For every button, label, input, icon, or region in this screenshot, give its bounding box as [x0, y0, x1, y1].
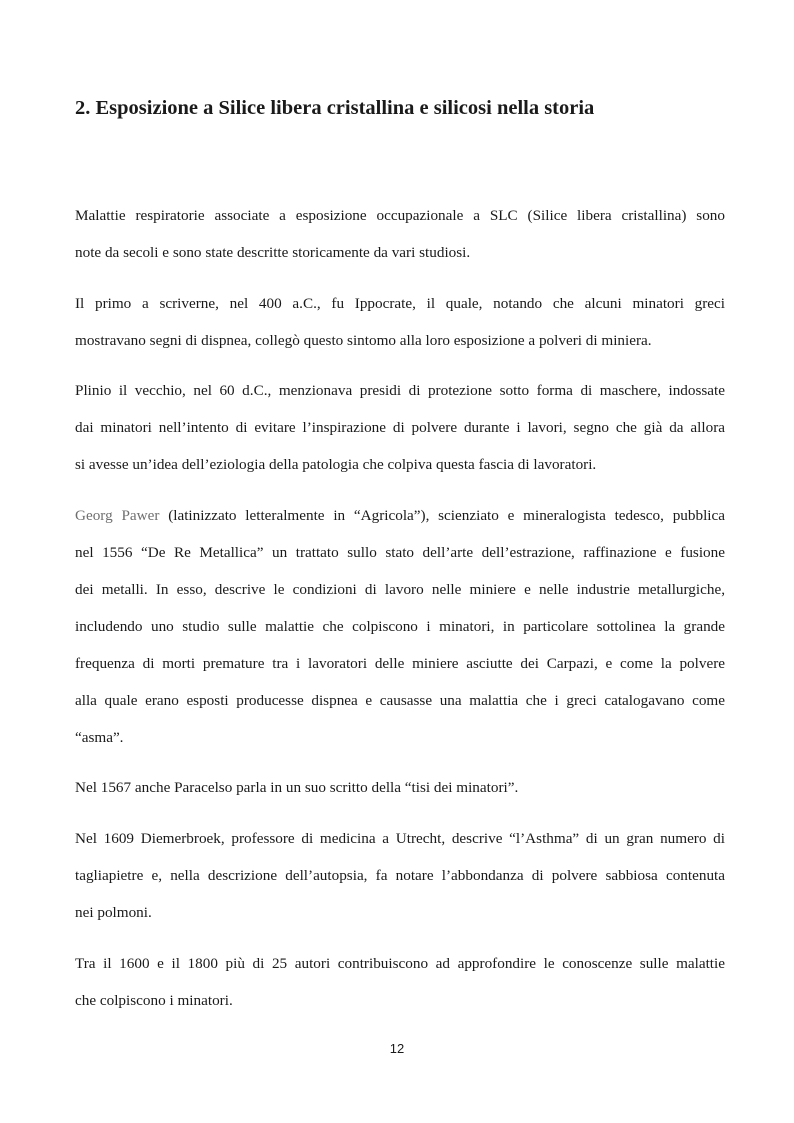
- text-line: “asma”.: [75, 728, 124, 746]
- text-line: dei metalli. In esso, descrive le condizioni di lavoro nelle miniere e nelle industrie metallurgiche,: [75, 580, 725, 598]
- paragraph-3: [75, 372, 725, 483]
- paragraph-2: [75, 285, 725, 359]
- text-line: Nel 1567 anche Paracelso parla in un suo scritto della “tisi dei minatori”.: [75, 779, 519, 797]
- text-line: includendo uno studio sulle malattie che colpiscono i minatori, in particolare sottolinea la grande: [75, 617, 725, 635]
- section-heading: 2. Esposizione a Silice libera cristallina e silicosi nella storia: [75, 97, 595, 119]
- text-line: dai minatori nell’intento di evitare l’inspirazione di polvere durante i lavori, segno che già da allora: [75, 419, 725, 437]
- name-highlight: Georg Pawer: [75, 506, 160, 524]
- paragraph-7: [75, 945, 725, 1019]
- text-line: Malattie respiratorie associate a esposizione occupazionale a SLC (Silice libera cristallina) sono: [75, 207, 725, 224]
- page-number: 12: [389, 1041, 405, 1056]
- paragraph-6: [75, 820, 725, 931]
- text-line: Il primo a scriverne, nel 400 a.C., fu Ippocrate, il quale, notando che alcuni minatori greci: [75, 294, 725, 312]
- text-line: si avesse un’idea dell’eziologia della patologia che colpiva questa fascia di lavoratori.: [75, 456, 597, 474]
- text-line: frequenza di morti premature tra i lavoratori delle miniere asciutte dei Carpazi, e come la polvere: [75, 654, 725, 672]
- text-line: nei polmoni.: [75, 903, 152, 921]
- text-fragment: (latinizzato letteralmente in “Agricola”), scienziato e mineralogista tedesco, pubblica: [159, 506, 725, 524]
- paragraph-5: [75, 769, 725, 806]
- text-line: nel 1556 “De Re Metallica” un trattato sullo stato dell’arte dell’estrazione, raffinazione e fusione: [75, 543, 725, 561]
- text-line: Tra il 1600 e il 1800 più di 25 autori contribuiscono ad approfondire le conoscenze sulle malattie: [75, 954, 725, 972]
- paragraph-4: [75, 497, 725, 756]
- text-line: mostravano segni di dispnea, collegò questo sintomo alla loro esposizione a polveri di miniera.: [75, 331, 652, 349]
- body-text: [75, 197, 725, 1032]
- text-line: Plinio il vecchio, nel 60 d.C., menzionava presidi di protezione sotto forma di maschere, indossate: [75, 382, 725, 400]
- text-line: [75, 497, 725, 534]
- text-line: tagliapietre e, nella descrizione dell’autopsia, fa notare l’abbondanza di polvere sabbiosa contenuta: [75, 866, 725, 884]
- text-line: note da secoli e sono state descritte storicamente da vari studiosi.: [75, 244, 471, 261]
- text-line: alla quale erano esposti producesse dispnea e causasse una malattia che i greci catalogavano come: [75, 691, 725, 709]
- paragraph-1: [75, 197, 725, 271]
- text-line: Nel 1609 Diemerbroek, professore di medicina a Utrecht, descrive “l’Asthma” di un gran numero di: [75, 829, 725, 847]
- text-line: che colpiscono i minatori.: [75, 991, 233, 1009]
